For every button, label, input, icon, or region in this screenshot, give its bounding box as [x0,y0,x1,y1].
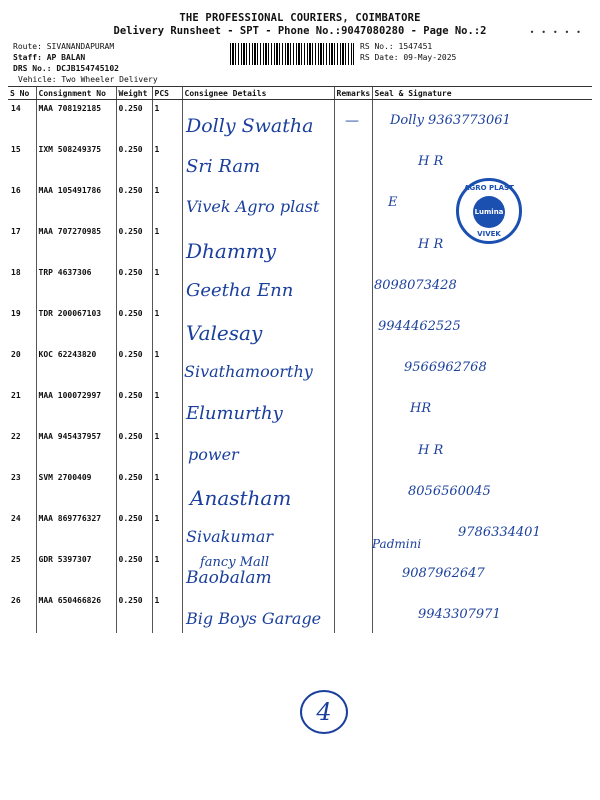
row-sno: 21 [11,391,21,400]
table-row [8,551,592,592]
consignee-handwriting: Big Boys Garage [186,609,322,629]
table-row [8,469,592,510]
table-row [8,264,592,305]
signature-handwriting: H R [418,236,444,252]
row-pcs: 1 [152,510,182,551]
row-pcs: 1 [152,387,182,428]
row-sno: 25 [11,555,21,564]
row-pcs: 1 [152,551,182,592]
row-consignment-no: MAA 708192185 [36,100,116,142]
table-row [8,305,592,346]
consignee-handwriting: Valesay [186,321,263,345]
stamp-top-text: AGRO PLAST [464,184,514,192]
row-remarks-cell [334,223,372,264]
signature-handwriting: 9786334401 [458,525,541,540]
row25-extra-note: fancy Mall [200,555,270,570]
signature-handwriting: H R [418,442,444,458]
row-sno: 20 [11,350,21,359]
consignee-handwriting: Anastham [190,485,292,510]
runsheet-subtitle: Delivery Runsheet - SPT - Phone No.:9047080280 - Page No.:2 [113,25,487,37]
row-weight: 0.250 [116,428,152,469]
row-remarks-cell [334,592,372,633]
row-pcs: 1 [152,182,182,223]
row-weight: 0.250 [116,182,152,223]
row-remarks-cell [334,305,372,346]
stamp-bottom-text: VIVEK [477,230,501,238]
row-sno: 19 [11,309,21,318]
col-pcs: PCS [152,87,182,100]
row24-extra-sig: Padmini [372,537,422,551]
vehicle-label: Vehicle: Two Wheeler Delivery [18,75,158,84]
signature-handwriting: 9944462525 [378,319,461,334]
header-dots: • • • • • [529,28,582,37]
rs-date: RS Date: 09-May-2025 [360,53,457,62]
table-row [8,387,592,428]
signature-handwriting: 8098073428 [374,277,457,293]
signature-handwriting: 8056560045 [408,483,491,499]
signature-handwriting: 9566962768 [404,360,487,376]
row-sno: 23 [11,473,21,482]
row-signature-cell [372,141,592,182]
consignee-handwriting: Dolly Swatha [186,115,314,137]
row-pcs: 1 [152,592,182,633]
row-pcs: 1 [152,428,182,469]
row-weight: 0.250 [116,551,152,592]
row-remarks-cell [334,551,372,592]
row-weight: 0.250 [116,346,152,387]
consignee-handwriting: Geetha Enn [186,279,294,301]
consignee-handwriting: Baobalam [186,568,272,589]
col-consignment: Consignment No [36,87,116,100]
row-pcs: 1 [152,100,182,142]
row-weight: 0.250 [116,387,152,428]
col-remarks: Remarks [334,87,372,100]
col-consignee: Consignee Details [182,87,334,100]
barcode [230,43,354,65]
staff-label: Staff: AP BALAN [13,53,86,62]
row-sno: 24 [11,514,21,523]
row-consignment-no: TDR 200067103 [36,305,116,346]
row-sno: 22 [11,432,21,441]
row-pcs: 1 [152,469,182,510]
row-weight: 0.250 [116,469,152,510]
row-remarks-cell [334,387,372,428]
consignee-handwriting: Dhammy [186,238,277,263]
row-sno: 17 [11,227,21,236]
drs-label: DRS No.: DCJB154745102 [13,64,119,73]
row-consignment-no: MAA 707270985 [36,223,116,264]
signature-handwriting: 9087962647 [402,566,485,582]
table-row [8,141,592,182]
signature-handwriting: Dolly 9363773061 [390,113,511,128]
consignee-handwriting: Vivek Agro plast [186,197,320,217]
row-consignment-no: MAA 100072997 [36,387,116,428]
row-consignment-no: MAA 105491786 [36,182,116,223]
consignee-handwriting: Sivakumar [186,527,274,546]
signature-handwriting: 9943307971 [418,607,501,623]
row-sno: 18 [11,268,21,277]
row-signature-cell [372,387,592,428]
row-consignment-no: MAA 650466826 [36,592,116,633]
signature-handwriting: H R [418,154,444,170]
row-remarks-cell [334,469,372,510]
col-weight: Weight [116,87,152,100]
row-pcs: 1 [152,305,182,346]
row-weight: 0.250 [116,592,152,633]
stamp-center: Lumina [473,196,505,228]
remarks-handwriting: — [345,113,359,129]
row-weight: 0.250 [116,510,152,551]
col-sno: S No [8,87,36,100]
row-weight: 0.250 [116,223,152,264]
consignee-handwriting: power [188,444,239,464]
row-pcs: 1 [152,346,182,387]
row-signature-cell [372,428,592,469]
row-remarks-cell [334,346,372,387]
company-title: THE PROFESSIONAL COURIERS, COIMBATORE [179,12,421,24]
row-remarks-cell [334,182,372,223]
company-stamp [456,178,522,244]
row-weight: 0.250 [116,100,152,142]
rs-number: RS No.: 1547451 [360,42,433,51]
page-number-circle: 4 [300,690,348,734]
col-signature: Seal & Signature [372,87,592,100]
row-sno: 14 [11,104,21,113]
row-weight: 0.250 [116,305,152,346]
table-row [8,428,592,469]
row-remarks-cell [334,141,372,182]
row-consignment-no: GDR 5397307 [36,551,116,592]
row-remarks-cell [334,264,372,305]
row-remarks-cell [334,428,372,469]
consignee-handwriting: Sri Ram [186,156,261,178]
row-consignment-no: TRP 4637306 [36,264,116,305]
row-consignment-no: MAA 945437957 [36,428,116,469]
row-pcs: 1 [152,223,182,264]
route-label: Route: SIVANANDAPURAM [13,42,115,51]
row-pcs: 1 [152,141,182,182]
consignee-handwriting: Sivathamoorthy [184,362,313,382]
row-consignment-no: MAA 869776327 [36,510,116,551]
row-sno: 26 [11,596,21,605]
row-consignment-no: KOC 62243820 [36,346,116,387]
row-weight: 0.250 [116,141,152,182]
consignee-handwriting: Elumurthy [186,403,283,425]
signature-handwriting: E [388,195,398,211]
row-sno: 16 [11,186,21,195]
row-consignment-no: SVM 2700409 [36,469,116,510]
row-weight: 0.250 [116,264,152,305]
row-sno: 15 [11,145,21,154]
runsheet-table [8,86,592,633]
row-pcs: 1 [152,264,182,305]
row-consignment-no: IXM 508249375 [36,141,116,182]
table-header-row [8,87,592,100]
signature-handwriting: HR [410,401,432,417]
row-remarks-cell [334,510,372,551]
